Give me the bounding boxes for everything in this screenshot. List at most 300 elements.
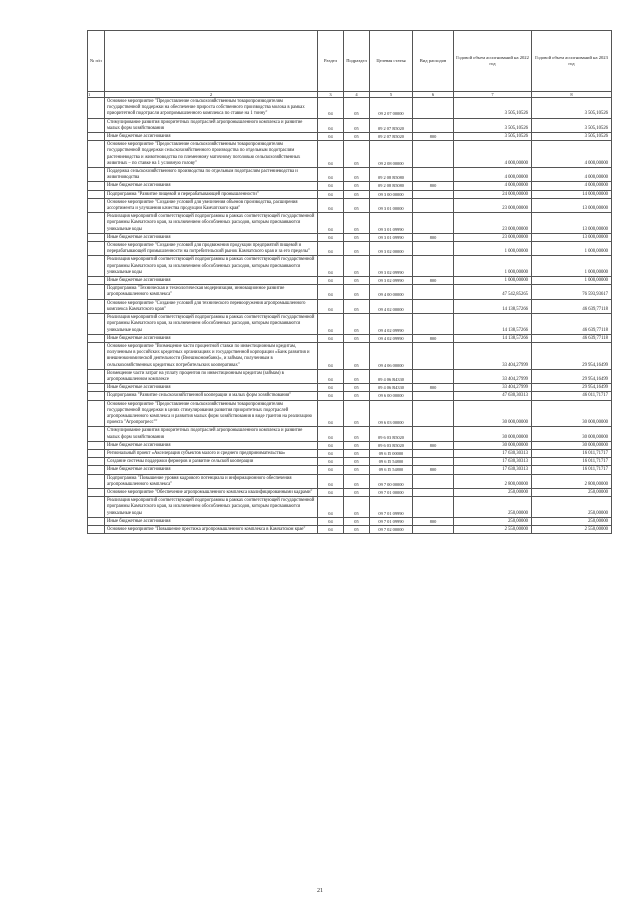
cell-razdel: 04 [318, 285, 344, 299]
cell-vr [413, 474, 454, 488]
cell-name: Стимулирование развития приоритетных подотраслей агропромышленного комплекса и развитие малых форм хозяйствования [105, 118, 318, 132]
cell-vr [413, 141, 454, 168]
cell-cs: 09 7 00 00000 [370, 474, 413, 488]
column-number: 7 [454, 92, 532, 98]
row-index-cell [88, 334, 105, 342]
cell-y2023: 76 593,93617 [532, 285, 612, 299]
table-row [88, 141, 612, 168]
table-row [88, 369, 612, 383]
header-podrazdel: Подраздел [344, 31, 370, 92]
cell-razdel: 04 [318, 242, 344, 256]
cell-y2022: 2 550,00000 [454, 525, 532, 533]
cell-podrazdel: 05 [344, 190, 370, 198]
header-amount-2022: Годовой объем ассигнований на 2022 год [454, 31, 532, 92]
table-row [88, 517, 612, 525]
cell-cs: 09 6 03 00000 [370, 400, 413, 427]
table-row [88, 118, 612, 132]
cell-name: Иные бюджетные ассигнования [105, 384, 318, 392]
cell-vr: 800 [413, 517, 454, 525]
cell-vr: 800 [413, 334, 454, 342]
cell-y2023: 14 000,00000 [532, 190, 612, 198]
cell-podrazdel: 05 [344, 449, 370, 457]
cell-name: Реализация мероприятий соответствующей подпрограммы в рамках соответствующей государственной программы Камчатского края, за исключением обособленных расходов, которым присваиваются уникальные коды [105, 314, 318, 335]
cell-y2023: 13 000,00000 [532, 233, 612, 241]
cell-y2022: 250,00000 [454, 517, 532, 525]
cell-name: Иные бюджетные ассигнования [105, 517, 318, 525]
cell-name: Основное мероприятие "Обеспечение агропромышленного комплекса квалифицированными кадрами" [105, 488, 318, 496]
cell-y2022: 2 800,00000 [454, 474, 532, 488]
cell-razdel: 04 [318, 427, 344, 441]
table-row [88, 190, 612, 198]
cell-y2022: 23 000,00000 [454, 233, 532, 241]
cell-y2022: 3 505,10526 [454, 98, 532, 119]
cell-y2023: 250,00000 [532, 488, 612, 496]
cell-vr [413, 285, 454, 299]
cell-name: Иные бюджетные ассигнования [105, 334, 318, 342]
cell-vr [413, 168, 454, 182]
table-row [88, 525, 612, 533]
cell-y2023: 29 954,16499 [532, 384, 612, 392]
cell-y2023: 3 505,10526 [532, 118, 612, 132]
cell-cs: 09 3 01 09990 [370, 213, 413, 234]
row-index-cell [88, 392, 105, 400]
cell-y2022: 1 000,00000 [454, 277, 532, 285]
row-index-cell [88, 466, 105, 474]
cell-y2023: 29 954,16499 [532, 342, 612, 369]
header-num: № п/п [88, 31, 105, 92]
table-row [88, 466, 612, 474]
cell-razdel: 04 [318, 458, 344, 466]
cell-podrazdel: 05 [344, 466, 370, 474]
cell-cs: 09 6 03 R5020 [370, 441, 413, 449]
cell-podrazdel: 05 [344, 98, 370, 119]
cell-podrazdel: 05 [344, 488, 370, 496]
cell-y2022: 250,00000 [454, 497, 532, 518]
table-row [88, 233, 612, 241]
cell-y2022: 3 505,10526 [454, 118, 532, 132]
cell-podrazdel: 05 [344, 342, 370, 369]
cell-razdel: 04 [318, 133, 344, 141]
cell-y2023: 4 000,00000 [532, 168, 612, 182]
cell-name: Создание системы поддержки фермеров и развитие сельской кооперации [105, 458, 318, 466]
table-row [88, 98, 612, 119]
row-index-cell [88, 133, 105, 141]
cell-cs: 09 3 00 00000 [370, 190, 413, 198]
cell-y2023: 1 000,00000 [532, 256, 612, 277]
cell-name: Основное мероприятие "Возмещение части процентной ставки по инвестиционным кредитам, полученным в российских кредитных организациях и государственной корпорации «Банк развития и внешнеэкономической деятельности (Внешэкономбанк)», и займам, полученным в сельскохозяйственных кредитных потребительских кооперативах" [105, 342, 318, 369]
row-index-cell [88, 190, 105, 198]
cell-cs: 09 2 07 R5020 [370, 118, 413, 132]
table-row [88, 256, 612, 277]
cell-y2023: 16 011,71717 [532, 466, 612, 474]
cell-cs: 09 4 06 00000 [370, 342, 413, 369]
cell-razdel: 04 [318, 213, 344, 234]
cell-name: Реализация мероприятий соответствующей подпрограммы в рамках соответствующей государственной программы Камчатского края, за исключением обособленных расходов, которым присваиваются уникальные коды [105, 497, 318, 518]
table-row [88, 242, 612, 256]
cell-name: Иные бюджетные ассигнования [105, 133, 318, 141]
cell-y2022: 47 630,30313 [454, 392, 532, 400]
table-row [88, 497, 612, 518]
cell-podrazdel: 05 [344, 277, 370, 285]
cell-y2023: 2 800,00000 [532, 474, 612, 488]
cell-podrazdel: 05 [344, 400, 370, 427]
cell-name: Региональный проект «Акселерация субъектов малого и среднего предпринимательства» [105, 449, 318, 457]
row-index-cell [88, 285, 105, 299]
cell-vr: 800 [413, 384, 454, 392]
cell-podrazdel: 05 [344, 525, 370, 533]
cell-podrazdel: 05 [344, 233, 370, 241]
cell-cs: 09 4 02 00000 [370, 299, 413, 313]
cell-vr [413, 427, 454, 441]
cell-vr: 800 [413, 277, 454, 285]
cell-podrazdel: 05 [344, 141, 370, 168]
cell-y2023: 4 000,00000 [532, 182, 612, 190]
row-index-cell [88, 141, 105, 168]
row-index-cell [88, 213, 105, 234]
cell-razdel: 04 [318, 449, 344, 457]
cell-vr [413, 190, 454, 198]
cell-razdel: 04 [318, 190, 344, 198]
cell-cs: 09 6 I5 54800 [370, 458, 413, 466]
cell-vr [413, 256, 454, 277]
cell-razdel: 04 [318, 369, 344, 383]
cell-razdel: 04 [318, 400, 344, 427]
table-row [88, 285, 612, 299]
cell-y2023: 16 011,71717 [532, 458, 612, 466]
cell-y2022: 23 000,00000 [454, 198, 532, 212]
cell-cs: 09 4 06 R4330 [370, 384, 413, 392]
header-target-article: Целевая статья [370, 31, 413, 92]
cell-name: Основное мероприятие "Предоставление сельскохозяйственным товаропроизводителям государственной поддержки на обеспечение прироста собственного производства молока в рамках приоритетной подотрасли агропромышленного комплекса по ставке на 1 тонну" [105, 98, 318, 119]
cell-name: Подпрограмма "Развитие сельскохозяйственной кооперации и малых форм хозяйствования" [105, 392, 318, 400]
table-row [88, 427, 612, 441]
row-index-cell [88, 400, 105, 427]
cell-name: Основное мероприятие "Предоставление сельскохозяйственным товаропроизводителям государственной поддержки в целях стимулирования развития приоритетных подотраслей агропромышленного комплекса и развития малых форм хозяйствования в виде грантов на реализацию проекта "Агропрогресс"" [105, 400, 318, 427]
cell-y2023: 13 000,00000 [532, 198, 612, 212]
row-index-cell [88, 198, 105, 212]
cell-vr [413, 342, 454, 369]
cell-podrazdel: 05 [344, 497, 370, 518]
cell-razdel: 04 [318, 256, 344, 277]
cell-name: Подпрограмма "Повышение уровня кадрового потенциала и информационного обеспечения агропромышленного комплекса" [105, 474, 318, 488]
row-index-cell [88, 488, 105, 496]
row-index-cell [88, 299, 105, 313]
cell-podrazdel: 05 [344, 256, 370, 277]
cell-cs: 09 4 02 09990 [370, 334, 413, 342]
cell-y2022: 14 138,57266 [454, 334, 532, 342]
cell-razdel: 04 [318, 299, 344, 313]
row-index-cell [88, 314, 105, 335]
cell-vr [413, 299, 454, 313]
cell-name: Иные бюджетные ассигнования [105, 441, 318, 449]
cell-podrazdel: 05 [344, 369, 370, 383]
table-row [88, 277, 612, 285]
column-number: 8 [532, 92, 612, 98]
cell-y2022: 3 505,10526 [454, 133, 532, 141]
cell-name: Основное мероприятие "Предоставление сельскохозяйственным товаропроизводителям государственной поддержки сельскохозяйственного производства по отдельным подотраслям растениеводства и животноводства по племенному маточному поголовью сельскохозяйственных животных – по ставке на 1 условную голову" [105, 141, 318, 168]
row-index-cell [88, 441, 105, 449]
cell-name: Основное мероприятие "Создание условий для увеличения объемов производства, расширения ассортимента и улучшения качества продукции Камчатского края" [105, 198, 318, 212]
cell-vr [413, 400, 454, 427]
cell-razdel: 04 [318, 488, 344, 496]
cell-name: Подпрограмма "Техническая и технологическая модернизация, инновационное развитие агропромышленного комплекса" [105, 285, 318, 299]
cell-razdel: 04 [318, 182, 344, 190]
cell-cs: 09 7 02 00000 [370, 525, 413, 533]
cell-vr [413, 213, 454, 234]
cell-y2022: 30 000,00000 [454, 441, 532, 449]
cell-y2023: 16 011,71717 [532, 449, 612, 457]
cell-y2023: 4 000,00000 [532, 141, 612, 168]
cell-razdel: 04 [318, 342, 344, 369]
cell-y2023: 3 505,10526 [532, 98, 612, 119]
cell-vr: 800 [413, 466, 454, 474]
cell-vr [413, 525, 454, 533]
cell-y2023: 1 000,00000 [532, 277, 612, 285]
table-row [88, 133, 612, 141]
cell-razdel: 04 [318, 277, 344, 285]
cell-y2023: 46 639,77118 [532, 299, 612, 313]
cell-vr [413, 488, 454, 496]
cell-y2023: 1 000,00000 [532, 242, 612, 256]
table-row [88, 384, 612, 392]
cell-y2023: 30 000,00000 [532, 441, 612, 449]
cell-podrazdel: 05 [344, 474, 370, 488]
cell-y2022: 4 000,00000 [454, 182, 532, 190]
cell-name: Подпрограмма "Развитие пищевой и перерабатывающей промышленности" [105, 190, 318, 198]
table-header-row [88, 31, 612, 92]
cell-podrazdel: 05 [344, 168, 370, 182]
cell-podrazdel: 05 [344, 392, 370, 400]
header-expense-type: Вид расходов [413, 31, 454, 92]
row-index-cell [88, 427, 105, 441]
column-number: 5 [370, 92, 413, 98]
cell-vr [413, 497, 454, 518]
column-number: 6 [413, 92, 454, 98]
table-row [88, 198, 612, 212]
cell-razdel: 04 [318, 384, 344, 392]
cell-y2022: 14 138,57266 [454, 299, 532, 313]
cell-y2023: 250,00000 [532, 497, 612, 518]
cell-name: Основное мероприятие "Создание условий для технического перевооружения агропромышленного комплекса Камчатского края" [105, 299, 318, 313]
cell-podrazdel: 05 [344, 517, 370, 525]
cell-cs: 09 4 02 09990 [370, 314, 413, 335]
cell-cs: 09 2 07 R5020 [370, 133, 413, 141]
cell-vr [413, 449, 454, 457]
cell-cs: 09 3 01 00000 [370, 198, 413, 212]
cell-y2022: 17 630,30313 [454, 466, 532, 474]
cell-y2023: 46 011,71717 [532, 392, 612, 400]
row-index-cell [88, 449, 105, 457]
row-index-cell [88, 458, 105, 466]
cell-y2022: 33 404,27999 [454, 342, 532, 369]
cell-cs: 09 7 01 09990 [370, 517, 413, 525]
cell-podrazdel: 05 [344, 384, 370, 392]
cell-y2023: 30 000,00000 [532, 427, 612, 441]
table-row [88, 474, 612, 488]
cell-name: Поддержка сельскохозяйственного производства по отдельным подотраслям растениеводства и животноводства [105, 168, 318, 182]
cell-name: Стимулирование развития приоритетных подотраслей агропромышленного комплекса и развитие малых форм хозяйствования [105, 427, 318, 441]
cell-y2023: 46 639,77118 [532, 314, 612, 335]
cell-name: Иные бюджетные ассигнования [105, 182, 318, 190]
cell-y2022: 4 000,00000 [454, 168, 532, 182]
cell-name: Основное мероприятие "Повышение престижа агропромышленного комплекса в Камчатском крае" [105, 525, 318, 533]
cell-cs: 09 6 I5 54800 [370, 466, 413, 474]
cell-podrazdel: 05 [344, 213, 370, 234]
cell-name: Основное мероприятие "Создание условий для продвижения продукции предприятий пищевой и перерабатывающей промышленности на потребительский рынок Камчатского края и за его пределы" [105, 242, 318, 256]
cell-podrazdel: 05 [344, 242, 370, 256]
cell-y2022: 33 404,27999 [454, 384, 532, 392]
cell-podrazdel: 05 [344, 133, 370, 141]
cell-vr [413, 369, 454, 383]
cell-razdel: 04 [318, 141, 344, 168]
cell-y2022: 17 630,30313 [454, 458, 532, 466]
cell-vr: 800 [413, 233, 454, 241]
row-index-cell [88, 517, 105, 525]
cell-razdel: 04 [318, 517, 344, 525]
cell-vr: 800 [413, 441, 454, 449]
cell-name: Реализация мероприятий соответствующей подпрограммы в рамках соответствующей государственной программы Камчатского края, за исключением обособленных расходов, которым присваиваются уникальные коды [105, 256, 318, 277]
cell-cs: 09 2 08 00000 [370, 141, 413, 168]
table-row [88, 299, 612, 313]
cell-cs: 09 4 06 R4330 [370, 369, 413, 383]
cell-razdel: 04 [318, 466, 344, 474]
cell-y2023: 3 505,10526 [532, 133, 612, 141]
row-index-cell [88, 525, 105, 533]
cell-vr [413, 392, 454, 400]
table-row [88, 400, 612, 427]
cell-podrazdel: 05 [344, 118, 370, 132]
cell-y2023: 29 954,16499 [532, 369, 612, 383]
cell-cs: 09 3 01 09990 [370, 233, 413, 241]
cell-podrazdel: 05 [344, 441, 370, 449]
row-index-cell [88, 118, 105, 132]
column-number: 2 [105, 92, 318, 98]
cell-y2022: 47 542,85265 [454, 285, 532, 299]
cell-podrazdel: 05 [344, 458, 370, 466]
cell-y2023: 250,00000 [532, 517, 612, 525]
cell-y2022: 1 000,00000 [454, 242, 532, 256]
column-number: 3 [318, 92, 344, 98]
cell-name: Иные бюджетные ассигнования [105, 466, 318, 474]
header-razdel: Раздел [318, 31, 344, 92]
cell-razdel: 04 [318, 118, 344, 132]
table-row [88, 314, 612, 335]
cell-y2023: 13 000,00000 [532, 213, 612, 234]
cell-vr [413, 458, 454, 466]
cell-cs: 09 2 08 R5080 [370, 168, 413, 182]
row-index-cell [88, 256, 105, 277]
cell-name: Реализация мероприятий соответствующей подпрограммы в рамках соответствующей государственной программы Камчатского края, за исключением обособленных расходов, которым присваиваются уникальные коды [105, 213, 318, 234]
table-row [88, 342, 612, 369]
cell-cs: 09 3 02 00000 [370, 242, 413, 256]
row-index-cell [88, 384, 105, 392]
header-amount-2023: Годовой объем ассигнований на 2023 год [532, 31, 612, 92]
cell-y2022: 14 138,57266 [454, 314, 532, 335]
page-number: 21 [317, 888, 323, 894]
cell-cs: 09 6 00 00000 [370, 392, 413, 400]
cell-cs: 09 6 I5 00000 [370, 449, 413, 457]
cell-cs: 09 3 02 09990 [370, 277, 413, 285]
cell-razdel: 04 [318, 392, 344, 400]
budget-table [87, 30, 612, 534]
row-index-cell [88, 497, 105, 518]
table-row [88, 458, 612, 466]
column-number: 1 [88, 92, 105, 98]
cell-name: Иные бюджетные ассигнования [105, 233, 318, 241]
cell-vr: 800 [413, 182, 454, 190]
cell-razdel: 04 [318, 233, 344, 241]
cell-podrazdel: 05 [344, 299, 370, 313]
cell-razdel: 04 [318, 314, 344, 335]
row-index-cell [88, 369, 105, 383]
cell-razdel: 04 [318, 474, 344, 488]
cell-razdel: 04 [318, 525, 344, 533]
cell-razdel: 04 [318, 198, 344, 212]
cell-y2022: 1 000,00000 [454, 256, 532, 277]
table-row [88, 182, 612, 190]
row-index-cell [88, 98, 105, 119]
cell-y2023: 30 000,00000 [532, 400, 612, 427]
cell-y2023: 46 639,77118 [532, 334, 612, 342]
cell-y2022: 23 000,00000 [454, 213, 532, 234]
row-index-cell [88, 277, 105, 285]
cell-vr [413, 242, 454, 256]
cell-y2022: 30 000,00000 [454, 400, 532, 427]
cell-y2022: 4 000,00000 [454, 141, 532, 168]
cell-razdel: 04 [318, 441, 344, 449]
cell-podrazdel: 05 [344, 334, 370, 342]
row-index-cell [88, 168, 105, 182]
cell-vr [413, 118, 454, 132]
table-row [88, 168, 612, 182]
table-row [88, 392, 612, 400]
cell-podrazdel: 05 [344, 427, 370, 441]
cell-y2023: 2 550,00000 [532, 525, 612, 533]
row-index-cell [88, 474, 105, 488]
cell-cs: 09 2 07 00000 [370, 98, 413, 119]
table-row [88, 334, 612, 342]
cell-razdel: 04 [318, 497, 344, 518]
cell-razdel: 04 [318, 168, 344, 182]
cell-razdel: 04 [318, 334, 344, 342]
row-index-cell [88, 242, 105, 256]
cell-cs: 09 6 03 R5020 [370, 427, 413, 441]
cell-y2022: 33 404,27999 [454, 369, 532, 383]
cell-cs: 09 7 01 00000 [370, 488, 413, 496]
cell-vr [413, 98, 454, 119]
cell-podrazdel: 05 [344, 314, 370, 335]
row-index-cell [88, 342, 105, 369]
cell-vr: 800 [413, 133, 454, 141]
cell-razdel: 04 [318, 98, 344, 119]
cell-vr [413, 314, 454, 335]
cell-vr [413, 198, 454, 212]
cell-y2022: 250,00000 [454, 488, 532, 496]
table-row [88, 213, 612, 234]
cell-cs: 09 3 02 09990 [370, 256, 413, 277]
row-index-cell [88, 182, 105, 190]
cell-name: Возмещение части затрат на уплату процентов по инвестиционным кредитам (займам) в агропромышленном комплексе [105, 369, 318, 383]
table-row [88, 441, 612, 449]
cell-y2022: 24 000,00000 [454, 190, 532, 198]
header-name [105, 31, 318, 92]
cell-podrazdel: 05 [344, 182, 370, 190]
table-row [88, 449, 612, 457]
table-row [88, 488, 612, 496]
cell-podrazdel: 05 [344, 285, 370, 299]
cell-cs: 09 2 08 R5080 [370, 182, 413, 190]
cell-cs: 09 7 01 09990 [370, 497, 413, 518]
